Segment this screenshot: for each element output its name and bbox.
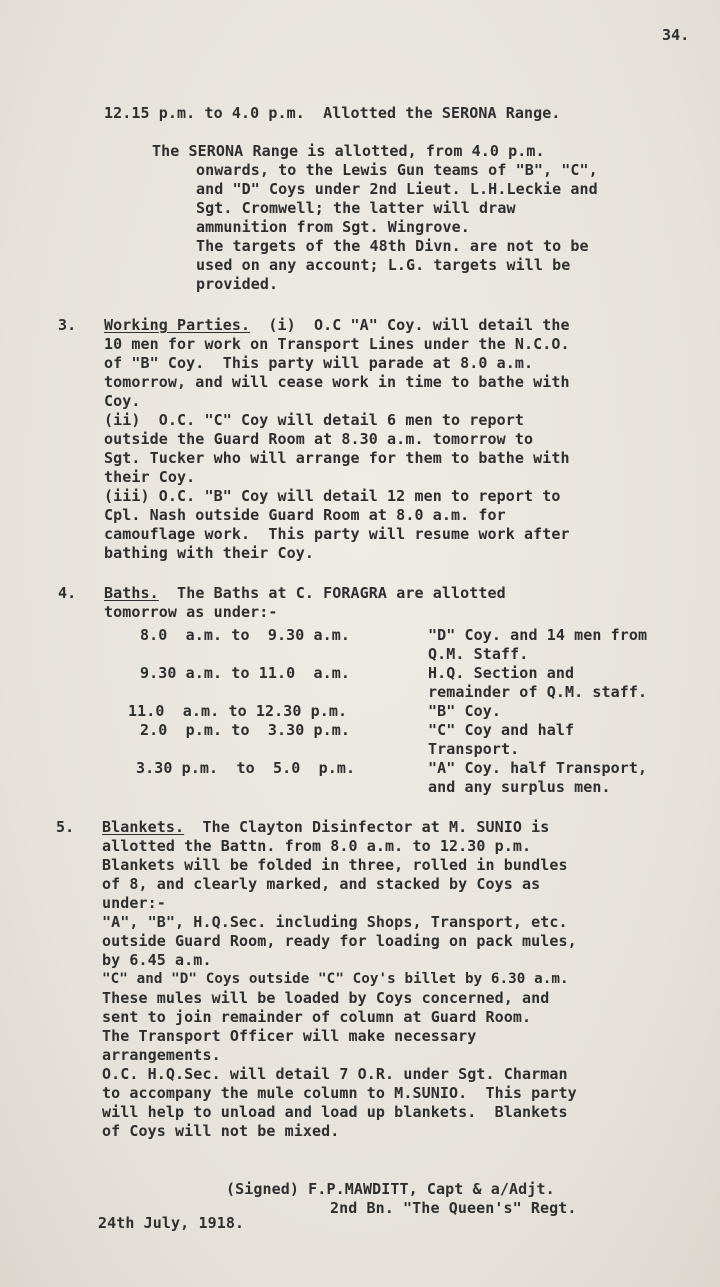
section-3-line-1: 10 men for work on Transport Lines under the N.C.O. (104, 335, 570, 353)
section-4-first-line-rest: The Baths at C. FORAGRA are allotted (158, 584, 506, 602)
section-4-second-line: tomorrow as under:- (104, 603, 278, 621)
bath-who-5a: "A" Coy. half Transport, (428, 759, 648, 777)
section-3-line-7: Sgt. Tucker who will arrange for them to bathe with (104, 449, 570, 467)
serona-line-1: The SERONA Range is allotted, from 4.0 p.m. (152, 142, 545, 160)
bath-who-1b: Q.M. Staff. (428, 645, 529, 663)
section-5-line-14: to accompany the mule column to M.SUNIO. This party (102, 1084, 577, 1102)
page-number: 34. (662, 26, 690, 44)
serona-line-6: The targets of the 48th Divn. are not to be (196, 237, 589, 255)
section-5-line-16: of Coys will not be mixed. (102, 1122, 340, 1140)
bath-time-2: 9.30 a.m. to 11.0 a.m. (140, 664, 351, 682)
bath-who-1a: "D" Coy. and 14 men from (428, 626, 648, 644)
section-5-line-13: O.C. H.Q.Sec. will detail 7 O.R. under Sgt. Charman (102, 1065, 568, 1083)
bath-time-3: 11.0 a.m. to 12.30 p.m. (128, 702, 348, 720)
section-5-line-10: sent to join remainder of column at Guard Room. (102, 1008, 532, 1026)
section-5-title: Blankets. (102, 818, 185, 836)
section-5-line-11: The Transport Officer will make necessary (102, 1027, 477, 1045)
bath-who-5b: and any surplus men. (428, 778, 611, 796)
section-3-line-2: of "B" Coy. This party will parade at 8.0 a.m. (104, 354, 534, 372)
document-date: 24th July, 1918. (98, 1214, 245, 1232)
section-4-number: 4. (58, 584, 77, 602)
serona-line-7: used on any account; L.G. targets will be (196, 256, 571, 274)
section-4-title: Baths. (104, 584, 159, 602)
section-5-line-5: "A", "B", H.Q.Sec. including Shops, Transport, etc. (102, 913, 568, 931)
section-5-number: 5. (56, 818, 75, 836)
section-3-line-12: bathing with their Coy. (104, 544, 315, 562)
section-3-line-11: camouflage work. This party will resume work after (104, 525, 570, 543)
section-3-line-10: Cpl. Nash outside Guard Room at 8.0 a.m. for (104, 506, 506, 524)
section-3-line-8: their Coy. (104, 468, 196, 486)
bath-who-4a: "C" Coy and half (428, 721, 575, 739)
bath-who-3a: "B" Coy. (428, 702, 502, 720)
serona-line-8: provided. (196, 275, 279, 293)
bath-time-5: 3.30 p.m. to 5.0 p.m. (136, 759, 356, 777)
section-5-line-2: Blankets will be folded in three, rolled in bundles (102, 856, 568, 874)
bath-who-2a: H.Q. Section and (428, 664, 575, 682)
section-3-line-4: Coy. (104, 392, 141, 410)
section-3-line-5: (ii) O.C. "C" Coy will detail 6 men to report (104, 411, 525, 429)
section-5-first-line (102, 818, 549, 837)
bath-who-4b: Transport. (428, 740, 520, 758)
section-5-line-1: allotted the Battn. from 8.0 a.m. to 12.30 p.m. (102, 837, 532, 855)
section-5-line-3: of 8, and clearly marked, and stacked by Coys as (102, 875, 541, 893)
serona-line-3: and "D" Coys under 2nd Lieut. L.H.Leckie and (196, 180, 598, 198)
section-4-first-line (104, 584, 506, 603)
section-5-line-8: "C" and "D" Coys outside "C" Coy's billet by 6.30 a.m. (102, 971, 569, 987)
section-5-first-line-rest: The Clayton Disinfector at M. SUNIO is (184, 818, 550, 836)
section-3-first-line (104, 316, 570, 335)
section-5-line-4: under:- (102, 894, 166, 912)
section-3-title: Working Parties. (104, 316, 251, 334)
serona-line-2: onwards, to the Lewis Gun teams of "B", "C", (196, 161, 598, 179)
section-5-line-12: arrangements. (102, 1046, 221, 1064)
section-3-number: 3. (58, 316, 77, 334)
section-5-line-15: will help to unload and load up blankets. Blankets (102, 1103, 568, 1121)
signature-line-2: 2nd Bn. "The Queen's" Regt. (330, 1199, 577, 1217)
bath-who-2b: remainder of Q.M. staff. (428, 683, 648, 701)
section-3-line-9: (iii) O.C. "B" Coy will detail 12 men to report to (104, 487, 561, 505)
range-heading: 12.15 p.m. to 4.0 p.m. Allotted the SERONA Range. (104, 104, 561, 122)
section-5-line-7: by 6.45 a.m. (102, 951, 212, 969)
section-5-line-6: outside Guard Room, ready for loading on pack mules, (102, 932, 577, 950)
bath-time-1: 8.0 a.m. to 9.30 a.m. (140, 626, 351, 644)
serona-line-5: ammunition from Sgt. Wingrove. (196, 218, 470, 236)
section-3-first-line-rest: (i) O.C "A" Coy. will detail the (250, 316, 570, 334)
section-3-line-6: outside the Guard Room at 8.30 a.m. tomorrow to (104, 430, 534, 448)
serona-line-4: Sgt. Cromwell; the latter will draw (196, 199, 516, 217)
section-5-line-9: These mules will be loaded by Coys concerned, and (102, 989, 550, 1007)
section-3-line-3: tomorrow, and will cease work in time to bathe with (104, 373, 570, 391)
bath-time-4: 2.0 p.m. to 3.30 p.m. (140, 721, 351, 739)
signature-line-1: (Signed) F.P.MAWDITT, Capt & a/Adjt. (226, 1180, 555, 1198)
